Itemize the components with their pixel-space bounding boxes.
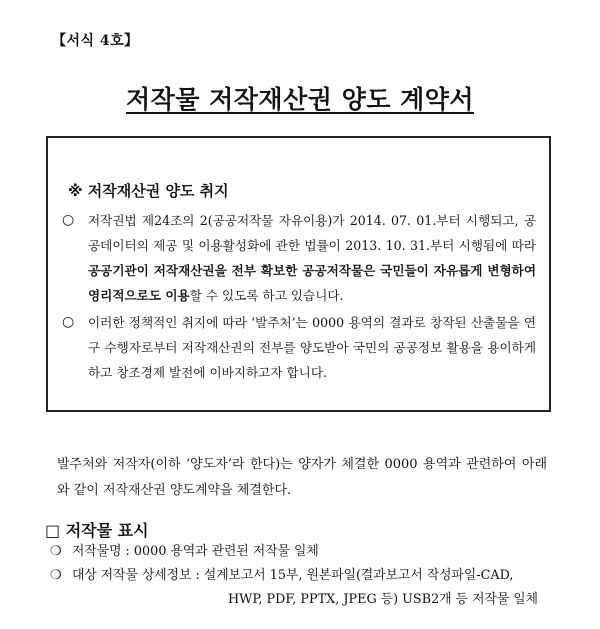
paragraph-text: 저작권법 제24조의 2(공공저작물 자유이용)가 2014. 07. 01.부터 시행되고, 공공데이터의 제공 및 이용활성화에 관한 법률이 2013. 10. 31.부터 시행됨에 따라 xyxy=(88,213,536,253)
item-text: 저작물명 : 0000 용역과 관련된 저작물 일체 xyxy=(72,544,319,559)
paragraph-text: 할 수 있도록 하고 있습니다. xyxy=(189,288,344,303)
paragraph-emphasis: 공공기관이 저작재산권을 전부 확보한 공공저작물은 국민들이 자유롭게 변형하여 영리적으로도 이용 xyxy=(88,263,536,303)
purpose-heading: ※ 저작재산권 양도 취지 xyxy=(68,182,229,200)
document-title xyxy=(0,80,600,116)
list-item-work-details-continuation: HWP, PDF, PPTX, JPEG 등) USB2개 등 저작물 일체 xyxy=(228,592,538,607)
section-heading-work-display: □ 저작물 표시 xyxy=(45,521,149,540)
document-title-text: 저작물 저작재산권 양도 계약서 xyxy=(125,85,475,114)
list-item-work-details xyxy=(50,564,514,588)
circle-bullet-icon: ○ xyxy=(62,212,75,228)
purpose-box xyxy=(46,136,551,412)
purpose-paragraph-1 xyxy=(62,208,536,308)
circle-bullet-icon: ❍ xyxy=(50,544,62,559)
circle-bullet-icon: ○ xyxy=(62,314,75,330)
circle-bullet-icon: ❍ xyxy=(50,568,62,583)
contract-intro-text: 발주처와 저작자(이하 ‘양도자’라 한다)는 양자가 체결한 0000 용역과 관련하여 아래와 같이 저작재산권 양도계약을 체결한다. xyxy=(57,457,547,498)
list-item-work-name xyxy=(50,540,319,564)
purpose-paragraph-2 xyxy=(62,310,536,385)
paragraph-text: 이러한 정책적인 취지에 따라 ‘발주처’는 0000 용역의 결과로 창작된 산출물을 연구 수행자로부터 저작재산권의 전부를 양도받아 국민의 공공정보 활용을 용이하게 하고 창조경제 발전에 이바지하고자 합니다. xyxy=(88,315,536,380)
item-text: 대상 저작물 상세정보 : 설계보고서 15부, 원본파일(결과보고서 작성파일-CAD, xyxy=(72,568,514,583)
form-number-label: 【서식 4호】 xyxy=(52,33,139,49)
